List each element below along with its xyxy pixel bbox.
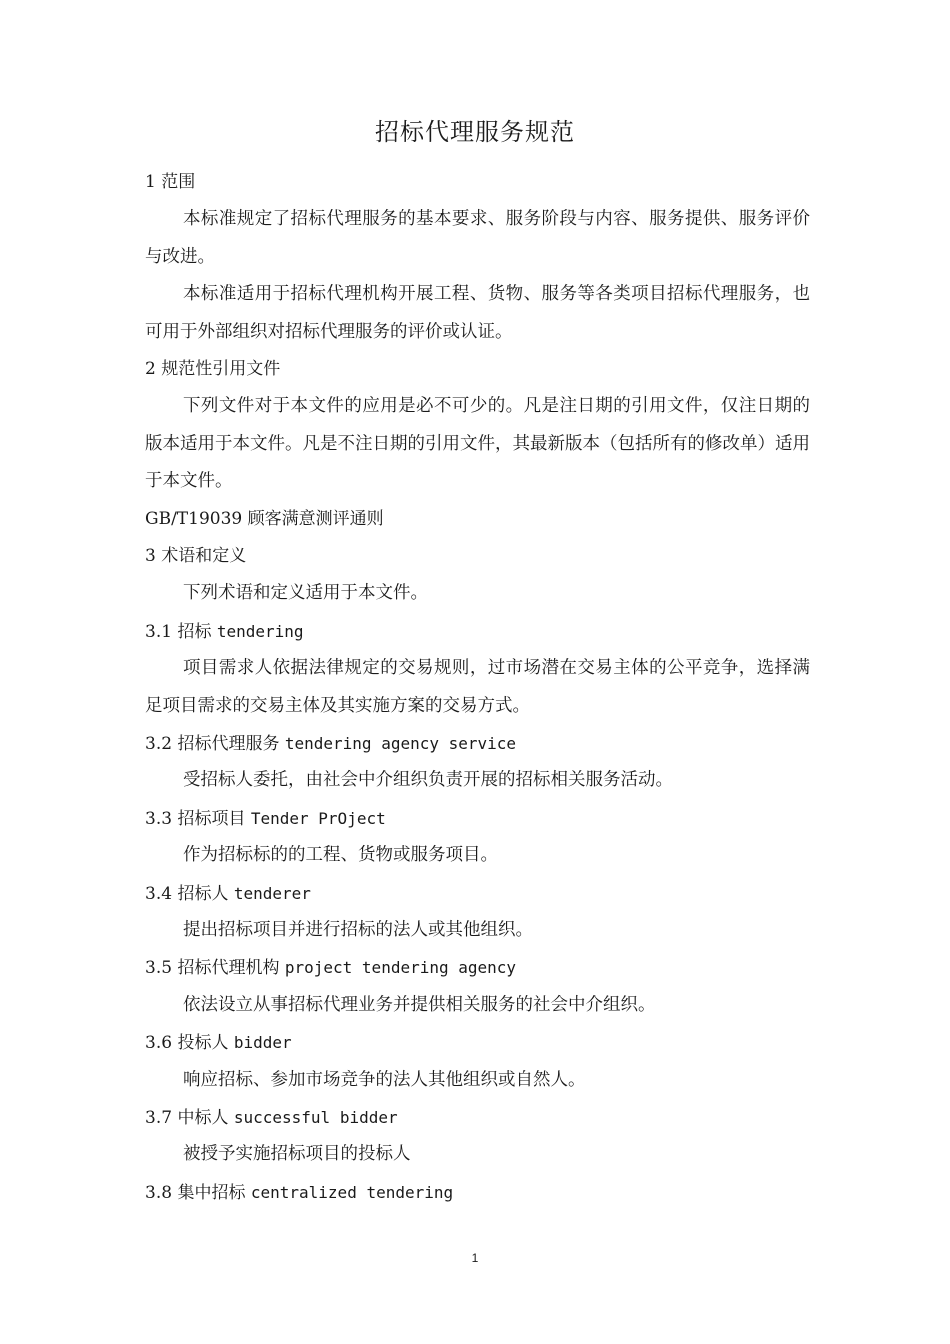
- term-definition: 作为招标标的的工程、货物或服务项目。: [183, 845, 498, 866]
- term-definition: 响应招标、参加市场竞争的法人其他组织或自然人。: [183, 1069, 586, 1090]
- page-number: 1: [471, 1251, 479, 1265]
- term-definition: 提出招标项目并进行招标的法人或其他组织。: [183, 920, 533, 940]
- term-heading: [145, 1099, 810, 1136]
- term-number: 3.1: [145, 621, 173, 642]
- term-english: tendering agency service: [284, 734, 517, 754]
- document-body: [145, 164, 810, 1211]
- term-english: project tendering agency: [284, 958, 517, 978]
- term-number: 3.8: [145, 1182, 173, 1203]
- terms-intro-paragraph: 下列术语和定义适用于本文件。: [183, 583, 428, 604]
- term-heading: [145, 875, 810, 912]
- scope-paragraph-1: 本标准规定了招标代理服务的基本要求、服务阶段与内容、服务提供、服务评价与改进。: [145, 209, 810, 267]
- term-name: 招标项目: [177, 808, 246, 829]
- term-name: 集中招标: [177, 1182, 246, 1203]
- references-paragraph: 下列文件对于本文件的应用是必不可少的。凡是注日期的引用文件，仅注日期的版本适用于本文件。凡是不注日期的引用文件，其最新版本（包括所有的修改单）适用于本文件。: [145, 396, 810, 492]
- term-name: 招标人: [177, 883, 229, 904]
- term-number: 3.5: [145, 958, 173, 979]
- section-heading-normative-references: 2 规范性引用文件: [145, 359, 281, 380]
- term-definition: 项目需求人依据法律规定的交易规则，过市场潜在交易主体的公平竞争，选择满足项目需求的交易主体及其实施方案的交易方式。: [145, 658, 810, 716]
- term-english: centralized tendering: [250, 1182, 454, 1202]
- term-english: Tender PrOject: [250, 808, 386, 828]
- term-english: bidder: [233, 1033, 292, 1053]
- term-heading: [145, 1174, 810, 1211]
- term-heading: [145, 613, 810, 650]
- term-number: 3.4: [145, 883, 173, 904]
- term-definition: 受招标人委托，由社会中介组织负责开展的招标相关服务活动。: [183, 770, 673, 791]
- term-number: 3.6: [145, 1033, 173, 1054]
- scope-paragraph-2: 本标准适用于招标代理机构开展工程、货物、服务等各类项目招标代理服务，也可用于外部组织对招标代理服务的评价或认证。: [145, 284, 810, 342]
- term-heading: [145, 800, 810, 837]
- term-heading: [145, 1024, 810, 1061]
- term-name: 中标人: [177, 1108, 229, 1128]
- term-name: 招标代理机构: [177, 958, 280, 979]
- term-name: 投标人: [177, 1033, 229, 1054]
- term-definition: 依法设立从事招标代理业务并提供相关服务的社会中介组织。: [183, 994, 656, 1015]
- document-title: 招标代理服务规范: [375, 118, 575, 146]
- section-heading-scope: 1 范围: [145, 172, 196, 192]
- term-english: tendering: [216, 621, 304, 641]
- term-heading: [145, 949, 810, 986]
- reference-item: GB/T19039 顾客满意测评通则: [145, 508, 384, 529]
- term-english: successful bidder: [233, 1108, 398, 1127]
- term-heading: [145, 725, 810, 762]
- term-name: 招标代理服务: [177, 734, 280, 755]
- term-number: 3.3: [145, 808, 173, 829]
- term-number: 3.7: [145, 1108, 173, 1128]
- term-name: 招标: [177, 621, 212, 642]
- term-number: 3.2: [145, 734, 173, 755]
- section-heading-terms: 3 术语和定义: [145, 546, 247, 567]
- term-english: tenderer: [233, 883, 311, 903]
- term-definition: 被授予实施招标项目的投标人: [183, 1144, 411, 1165]
